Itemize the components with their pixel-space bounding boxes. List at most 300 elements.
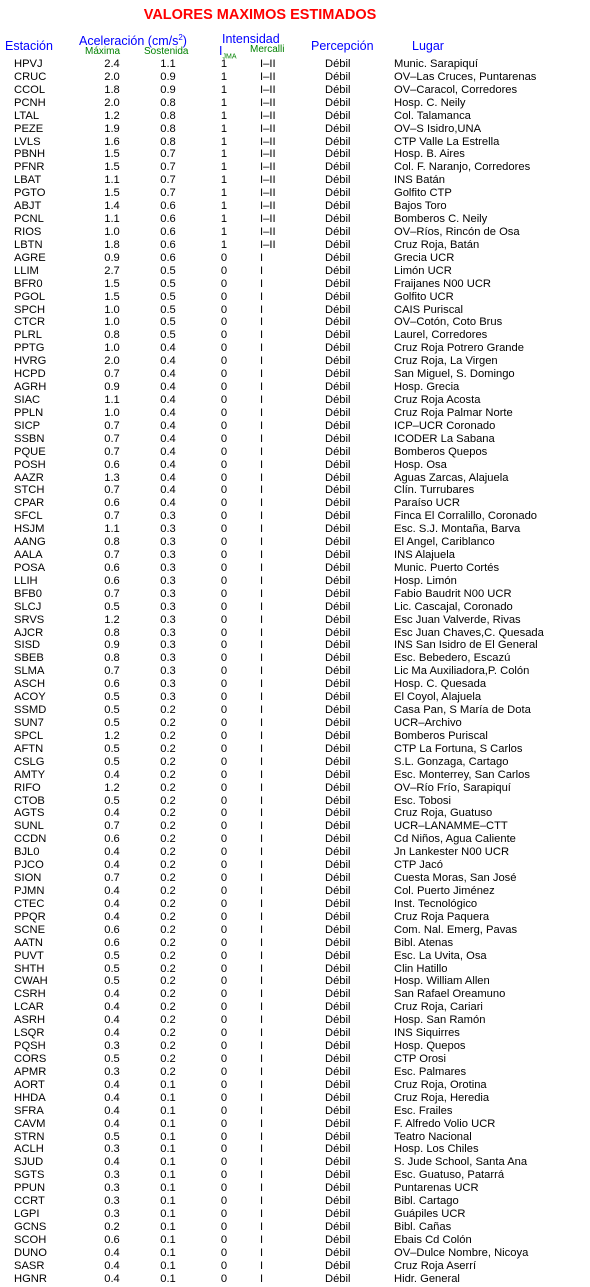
location: OV–S Isidro,UNA — [394, 122, 482, 135]
table-row — [0, 239, 590, 252]
station-code: HVRG — [14, 355, 47, 368]
accel-sostenida: 0.5 — [160, 264, 176, 277]
perception: Débil — [325, 484, 351, 497]
intensity-jma: 0 — [220, 717, 228, 730]
table-row — [0, 833, 590, 846]
accel-max: 1.1 — [104, 523, 120, 536]
accel-max: 1.5 — [104, 187, 120, 200]
perception: Débil — [325, 329, 351, 342]
station-code: AANG — [14, 536, 46, 549]
table-row — [0, 433, 590, 446]
station-code: SUNL — [14, 820, 44, 833]
location: CTP Jacó — [394, 859, 443, 872]
table-row — [0, 174, 590, 187]
station-code: SASR — [14, 1259, 45, 1272]
accel-max: 1.2 — [104, 781, 120, 794]
station-code: CTOB — [14, 794, 45, 807]
intensity-mercalli: I–II — [260, 135, 276, 148]
accel-max: 0.3 — [104, 1065, 120, 1078]
intensity-jma: 0 — [220, 445, 228, 458]
station-code: HSJM — [14, 523, 45, 536]
intensity-jma: 0 — [220, 561, 228, 574]
intensity-mercalli: I–II — [260, 122, 276, 135]
intensity-mercalli: I — [260, 1195, 264, 1208]
perception: Débil — [325, 897, 351, 910]
accel-sostenida: 0.1 — [160, 1233, 176, 1246]
accel-max: 0.8 — [104, 652, 120, 665]
intensity-mercalli: I — [260, 923, 264, 936]
intensity-jma: 1 — [220, 225, 228, 238]
accel-max: 0.5 — [104, 1052, 120, 1065]
intensity-mercalli: I–II — [260, 213, 276, 226]
accel-max: 0.6 — [104, 833, 120, 846]
header-sostenida: Sostenida — [144, 46, 189, 57]
station-code: HHDA — [14, 1091, 46, 1104]
accel-max: 0.5 — [104, 949, 120, 962]
station-code: SRVS — [14, 613, 45, 626]
accel-sostenida: 0.6 — [160, 213, 176, 226]
table-row — [0, 368, 590, 381]
intensity-jma: 0 — [220, 704, 228, 717]
station-code: AFTN — [14, 742, 44, 755]
location: OV–Ríos, Rincón de Osa — [394, 225, 520, 238]
intensity-mercalli: I — [260, 368, 264, 381]
accel-max: 0.3 — [104, 1143, 120, 1156]
station-code: STCH — [14, 484, 45, 497]
perception: Débil — [325, 729, 351, 742]
table-row — [0, 704, 590, 717]
station-code: LLIH — [14, 574, 38, 587]
intensity-mercalli: I — [260, 587, 264, 600]
intensity-mercalli: I–II — [260, 83, 276, 96]
station-code: SHTH — [14, 962, 45, 975]
intensity-mercalli: I — [260, 251, 264, 264]
accel-sostenida: 0.1 — [160, 1208, 176, 1221]
table-row — [0, 846, 590, 859]
intensity-jma: 0 — [220, 846, 228, 859]
perception: Débil — [325, 549, 351, 562]
accel-sostenida: 0.8 — [160, 109, 176, 122]
station-code: BFR0 — [14, 277, 43, 290]
location: Inst. Tecnológico — [394, 897, 478, 910]
station-code: LBTN — [14, 238, 43, 251]
intensity-mercalli: I — [260, 872, 264, 885]
table-row — [0, 291, 590, 304]
table-row — [0, 1027, 590, 1040]
station-code: PCNL — [14, 213, 44, 226]
accel-max: 1.6 — [104, 135, 120, 148]
table-row — [0, 1247, 590, 1260]
intensity-jma: 0 — [220, 1143, 228, 1156]
accel-sostenida: 0.1 — [160, 1246, 176, 1259]
station-code: CSRH — [14, 988, 46, 1001]
perception: Débil — [325, 885, 351, 897]
station-code: DUNO — [14, 1246, 47, 1259]
station-code: LBAT — [14, 174, 42, 187]
intensity-mercalli: I — [260, 859, 264, 872]
perception: Débil — [325, 1246, 351, 1259]
header-intensidad: Intensidad — [222, 32, 280, 46]
accel-sostenida: 0.4 — [160, 368, 176, 381]
perception: Débil — [325, 717, 351, 730]
table-row — [0, 820, 590, 833]
accel-sostenida: 0.1 — [160, 1143, 176, 1156]
perception: Débil — [325, 1259, 351, 1272]
table-row — [0, 1001, 590, 1014]
intensity-jma: 0 — [220, 1195, 228, 1208]
perception: Débil — [325, 58, 351, 70]
perception: Débil — [325, 910, 351, 923]
perception: Débil — [325, 355, 351, 368]
perception: Débil — [325, 949, 351, 962]
perception: Débil — [325, 1169, 351, 1182]
accel-max: 0.7 — [104, 872, 120, 885]
intensity-mercalli: I — [260, 975, 264, 988]
accel-sostenida: 0.2 — [160, 781, 176, 794]
accel-sostenida: 0.7 — [160, 187, 176, 200]
location: INS Siquirres — [394, 1027, 460, 1040]
accel-max: 0.4 — [104, 1117, 120, 1130]
table-row — [0, 161, 590, 174]
station-code: SBEB — [14, 652, 44, 665]
table-row — [0, 136, 590, 149]
perception: Débil — [325, 1143, 351, 1156]
station-code: AMTY — [14, 768, 46, 781]
location: Esc Juan Chaves,C. Quesada — [394, 626, 544, 639]
perception: Débil — [325, 1001, 351, 1014]
accel-sostenida: 0.8 — [160, 96, 176, 109]
accel-max: 0.7 — [104, 549, 120, 562]
station-code: SPCH — [14, 303, 46, 316]
intensity-jma: 0 — [220, 897, 228, 910]
intensity-jma: 0 — [220, 742, 228, 755]
accel-sostenida: 0.1 — [160, 1130, 176, 1143]
accel-sostenida: 0.2 — [160, 988, 176, 1001]
accel-max: 1.2 — [104, 109, 120, 122]
accel-max: 0.6 — [104, 936, 120, 949]
perception: Débil — [325, 587, 351, 600]
intensity-mercalli: I — [260, 639, 264, 652]
accel-max: 0.6 — [104, 561, 120, 574]
location: Esc. La Uvita, Osa — [394, 949, 487, 962]
accel-max: 0.4 — [104, 1246, 120, 1259]
location: Munic. Puerto Cortés — [394, 561, 500, 574]
accel-max: 0.8 — [104, 626, 120, 639]
accel-max: 1.1 — [104, 213, 120, 226]
location: Laurel, Corredores — [394, 329, 488, 342]
location: Casa Pan, S María de Dota — [394, 704, 531, 717]
intensity-mercalli: I — [260, 523, 264, 536]
table-row — [0, 937, 590, 950]
location: S.L. Gonzaga, Cartago — [394, 755, 509, 768]
accel-sostenida: 0.3 — [160, 536, 176, 549]
table-row — [0, 782, 590, 795]
station-code: PCNH — [14, 96, 46, 109]
table-row — [0, 187, 590, 200]
accel-sostenida: 0.2 — [160, 768, 176, 781]
accel-max: 0.3 — [104, 1169, 120, 1182]
intensity-jma: 0 — [220, 1130, 228, 1143]
station-code: LTAL — [14, 109, 40, 122]
location: Com. Nal. Emerg, Pavas — [394, 923, 518, 936]
station-code: BFB0 — [14, 587, 42, 600]
perception: Débil — [325, 213, 351, 226]
accel-max: 0.7 — [104, 484, 120, 497]
intensity-mercalli: I — [260, 1052, 264, 1065]
table-row — [0, 355, 590, 368]
table-row — [0, 975, 590, 988]
accel-max: 1.9 — [104, 122, 120, 135]
location: Hosp. Limón — [394, 574, 457, 587]
intensity-jma: 0 — [220, 1246, 228, 1259]
station-code: PBNH — [14, 148, 46, 161]
perception: Débil — [325, 406, 351, 419]
accel-max: 1.3 — [104, 471, 120, 484]
accel-sostenida: 0.3 — [160, 691, 176, 704]
station-code: AALA — [14, 549, 43, 562]
intensity-jma: 0 — [220, 807, 228, 820]
perception: Débil — [325, 742, 351, 755]
location: Hidr. General — [394, 1272, 460, 1285]
perception: Débil — [325, 432, 351, 445]
table-row — [0, 97, 590, 110]
perception: Débil — [325, 1052, 351, 1065]
station-code: PPQR — [14, 910, 46, 923]
station-code: PGOL — [14, 290, 46, 303]
location: Lic Ma Auxiliadora,P. Colón — [394, 665, 530, 678]
accel-sostenida: 0.2 — [160, 910, 176, 923]
intensity-jma: 0 — [220, 264, 228, 277]
intensity-mercalli: I — [260, 794, 264, 807]
accel-sostenida: 0.2 — [160, 794, 176, 807]
intensity-mercalli: I — [260, 1246, 264, 1259]
accel-max: 0.4 — [104, 846, 120, 859]
table-row — [0, 110, 590, 123]
accel-sostenida: 1.1 — [160, 58, 176, 70]
table-row — [0, 549, 590, 562]
accel-max: 0.5 — [104, 742, 120, 755]
perception: Débil — [325, 109, 351, 122]
table-row — [0, 1092, 590, 1105]
intensity-jma: 0 — [220, 1027, 228, 1040]
intensity-mercalli: I — [260, 549, 264, 562]
intensity-jma: 0 — [220, 471, 228, 484]
perception: Débil — [325, 1104, 351, 1117]
location: OV–Caracol, Corredores — [394, 83, 518, 96]
accel-max: 0.5 — [104, 691, 120, 704]
location: OV–Cotón, Coto Brus — [394, 316, 503, 329]
accel-sostenida: 0.4 — [160, 497, 176, 510]
accel-max: 2.4 — [104, 58, 120, 70]
location: Bomberos Quepos — [394, 445, 488, 458]
accel-sostenida: 0.3 — [160, 523, 176, 536]
accel-max: 0.4 — [104, 1091, 120, 1104]
accel-max: 0.5 — [104, 755, 120, 768]
accel-sostenida: 0.3 — [160, 613, 176, 626]
intensity-mercalli: I–II — [260, 161, 276, 174]
accel-sostenida: 0.4 — [160, 458, 176, 471]
intensity-mercalli: I–II — [260, 174, 276, 187]
perception: Débil — [325, 626, 351, 639]
intensity-jma: 0 — [220, 910, 228, 923]
intensity-jma: 0 — [220, 303, 228, 316]
station-code: ASCH — [14, 678, 46, 691]
intensity-jma: 0 — [220, 1169, 228, 1182]
location: UCR–Archivo — [394, 717, 462, 730]
intensity-mercalli: I — [260, 406, 264, 419]
accel-max: 0.4 — [104, 910, 120, 923]
location: Cruz Roja Palmar Norte — [394, 406, 513, 419]
station-code: HGNR — [14, 1272, 47, 1285]
accel-sostenida: 0.6 — [160, 225, 176, 238]
intensity-jma: 0 — [220, 923, 228, 936]
location: Ebais Cd Colón — [394, 1233, 472, 1246]
intensity-mercalli: I–II — [260, 70, 276, 83]
accel-sostenida: 0.4 — [160, 342, 176, 355]
perception: Débil — [325, 225, 351, 238]
intensity-mercalli: I — [260, 949, 264, 962]
perception: Débil — [325, 1065, 351, 1078]
perception: Débil — [325, 1195, 351, 1208]
location: Bomberos C. Neily — [394, 213, 488, 226]
accel-max: 0.4 — [104, 859, 120, 872]
intensity-jma: 0 — [220, 484, 228, 497]
accel-max: 1.1 — [104, 393, 120, 406]
header-maxima: Máxima — [85, 46, 121, 57]
intensity-mercalli: I — [260, 1040, 264, 1053]
intensity-jma: 1 — [220, 135, 228, 148]
perception: Débil — [325, 264, 351, 277]
perception: Débil — [325, 820, 351, 833]
table-row — [0, 226, 590, 239]
perception: Débil — [325, 510, 351, 523]
location: ICODER La Sabana — [394, 432, 495, 445]
location: Esc. Tobosi — [394, 794, 452, 807]
intensity-jma: 1 — [220, 148, 228, 161]
table-row — [0, 1053, 590, 1066]
table-row — [0, 148, 590, 161]
accel-sostenida: 0.6 — [160, 251, 176, 264]
accel-sostenida: 0.2 — [160, 885, 176, 897]
perception: Débil — [325, 807, 351, 820]
station-code: CCOL — [14, 83, 46, 96]
location: El Coyol, Alajuela — [394, 691, 482, 704]
location: Cruz Roja, Cariari — [394, 1001, 483, 1014]
table-row — [0, 562, 590, 575]
accel-max: 0.5 — [104, 1130, 120, 1143]
intensity-jma: 0 — [220, 381, 228, 394]
table-row — [0, 510, 590, 523]
perception: Débil — [325, 122, 351, 135]
table-row — [0, 795, 590, 808]
perception: Débil — [325, 238, 351, 251]
intensity-jma: 0 — [220, 859, 228, 872]
intensity-jma: 0 — [220, 368, 228, 381]
intensity-mercalli: I — [260, 1117, 264, 1130]
station-code: PPUN — [14, 1182, 46, 1195]
intensity-mercalli: I–II — [260, 148, 276, 161]
intensity-mercalli: I — [260, 1130, 264, 1143]
intensity-jma: 1 — [220, 161, 228, 174]
location: Lic. Cascajal, Coronado — [394, 600, 513, 613]
location: CTP Orosi — [394, 1052, 447, 1065]
accel-sostenida: 0.2 — [160, 807, 176, 820]
table-row — [0, 497, 590, 510]
intensity-mercalli: I — [260, 1143, 264, 1156]
intensity-mercalli: I — [260, 1027, 264, 1040]
intensity-mercalli: I — [260, 1208, 264, 1221]
intensity-jma: 0 — [220, 393, 228, 406]
accel-sostenida: 0.2 — [160, 897, 176, 910]
location: Fraijanes N00 UCR — [394, 277, 491, 290]
station-code: HCPD — [14, 368, 46, 381]
location: Hosp. C. Neily — [394, 96, 466, 109]
intensity-jma: 0 — [220, 872, 228, 885]
table-row — [0, 71, 590, 84]
accel-max: 0.6 — [104, 574, 120, 587]
location: OV–Dulce Nombre, Nicoya — [394, 1246, 529, 1259]
table-row — [0, 407, 590, 420]
table-row — [0, 213, 590, 226]
table-row — [0, 665, 590, 678]
station-code: SPCL — [14, 729, 44, 742]
intensity-jma: 1 — [220, 109, 228, 122]
intensity-mercalli: I — [260, 807, 264, 820]
location: CTP La Fortuna, S Carlos — [394, 742, 523, 755]
intensity-jma: 0 — [220, 251, 228, 264]
intensity-jma: 1 — [220, 58, 228, 70]
intensity-mercalli: I — [260, 885, 264, 897]
intensity-mercalli: I — [260, 613, 264, 626]
perception: Débil — [325, 936, 351, 949]
station-code: SICP — [14, 419, 41, 432]
intensity-mercalli: I — [260, 536, 264, 549]
accel-sostenida: 0.2 — [160, 717, 176, 730]
location: Cruz Roja, Heredia — [394, 1091, 490, 1104]
table-row — [0, 329, 590, 342]
table-row — [0, 601, 590, 614]
header-aceleracion-label: Aceleración (cm/s — [79, 34, 179, 49]
station-code: HPVJ — [14, 58, 43, 70]
accel-sostenida: 0.2 — [160, 949, 176, 962]
station-code: CWAH — [14, 975, 48, 988]
location: Limón UCR — [394, 264, 452, 277]
station-code: STRN — [14, 1130, 45, 1143]
intensity-jma: 1 — [220, 174, 228, 187]
accel-sostenida: 0.1 — [160, 1078, 176, 1091]
intensity-jma: 0 — [220, 587, 228, 600]
intensity-jma: 0 — [220, 781, 228, 794]
table-row — [0, 252, 590, 265]
accel-max: 0.7 — [104, 368, 120, 381]
station-code: AAZR — [14, 471, 44, 484]
intensity-jma: 0 — [220, 497, 228, 510]
station-code: AGRH — [14, 381, 47, 394]
intensity-mercalli: I — [260, 897, 264, 910]
station-code: PPTG — [14, 342, 45, 355]
intensity-mercalli: I — [260, 432, 264, 445]
accel-sostenida: 0.2 — [160, 975, 176, 988]
location: Hosp. San Ramón — [394, 1014, 486, 1027]
accel-max: 0.7 — [104, 665, 120, 678]
perception: Débil — [325, 600, 351, 613]
accel-max: 1.0 — [104, 225, 120, 238]
accel-max: 0.8 — [104, 329, 120, 342]
perception: Débil — [325, 200, 351, 213]
accel-max: 0.3 — [104, 1182, 120, 1195]
perception: Débil — [325, 1014, 351, 1027]
accel-max: 1.5 — [104, 277, 120, 290]
